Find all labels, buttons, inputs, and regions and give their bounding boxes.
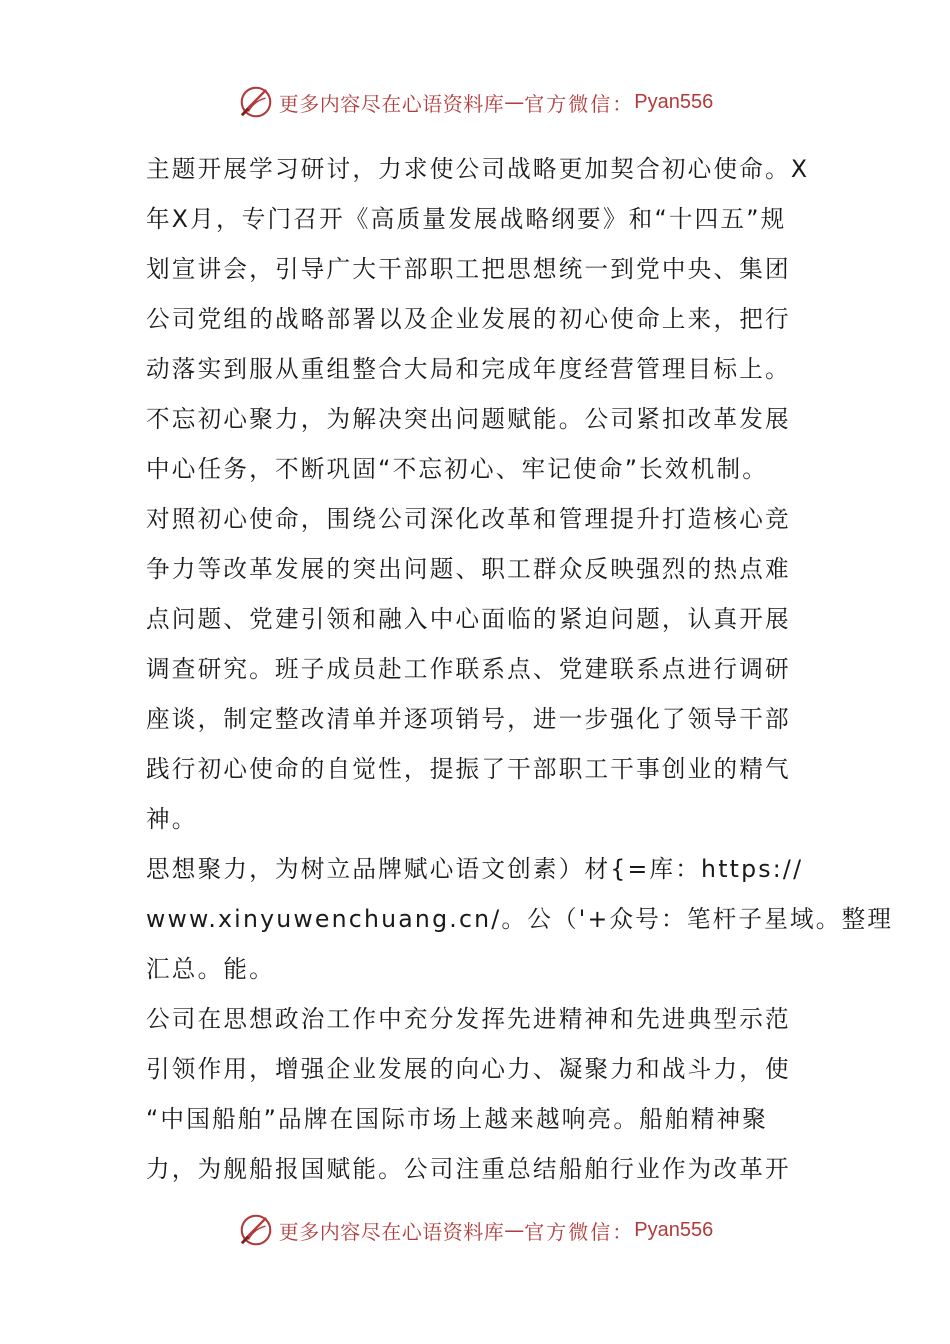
text-line: 争力等改革发展的突出问题、职工群众反映强烈的热点难 bbox=[146, 555, 791, 583]
text-line: 汇总。能。 bbox=[146, 955, 275, 983]
pen-logo-icon bbox=[237, 1211, 275, 1249]
header-watermark-banner bbox=[0, 80, 950, 124]
text-line: 调查研究。班子成员赴工作联系点、党建联系点进行调研 bbox=[146, 655, 791, 683]
footer-banner-wechat-id: Pyan556 bbox=[634, 1218, 714, 1241]
text-line: 公司党组的战略部署以及企业发展的初心使命上来，把行 bbox=[146, 305, 791, 333]
text-line: 中心任务，不断巩固“不忘初心、牢记使命”长效机制。 bbox=[146, 455, 769, 483]
text-line: 划宣讲会，引导广大干部职工把思想统一到党中央、集团 bbox=[146, 255, 791, 283]
text-line: 不忘初心聚力，为解决突出问题赋能。公司紧扣改革发展 bbox=[146, 405, 791, 433]
text-line: 践行初心使命的自觉性，提振了干部职工干事创业的精气 bbox=[146, 755, 791, 783]
text-line: “中国船舶”品牌在国际市场上越来越响亮。船舶精神聚 bbox=[146, 1105, 769, 1133]
header-banner-wechat-id: Pyan556 bbox=[634, 90, 714, 113]
footer-banner-dash: — bbox=[504, 1218, 525, 1242]
text-line: 点问题、党建引领和融入中心面临的紧迫问题，认真开展 bbox=[146, 605, 791, 633]
footer-watermark-banner bbox=[0, 1208, 950, 1252]
pen-logo-icon bbox=[237, 83, 275, 121]
header-banner-dash: — bbox=[504, 90, 525, 114]
text-line: 主题开展学习研讨，力求使公司战略更加契合初心使命。X bbox=[146, 155, 810, 183]
header-banner-text: 更多内容尽在心语资料库 bbox=[278, 91, 505, 116]
text-line: 动落实到服从重组整合大局和完成年度经营管理目标上。 bbox=[146, 355, 791, 383]
text-line: 神。 bbox=[146, 805, 198, 833]
footer-banner-wechat-label: 官方微信： bbox=[524, 1219, 635, 1244]
footer-banner-text: 更多内容尽在心语资料库 bbox=[278, 1219, 505, 1244]
text-line: 引领作用，增强企业发展的向心力、凝聚力和战斗力，使 bbox=[146, 1055, 791, 1083]
text-line: 公司在思想政治工作中充分发挥先进精神和先进典型示范 bbox=[146, 1005, 791, 1033]
text-line: 座谈，制定整改清单并逐项销号，进一步强化了领导干部 bbox=[146, 705, 791, 733]
text-line: 力，为舰船报国赋能。公司注重总结船舶行业作为改革开 bbox=[146, 1155, 791, 1183]
text-line: 对照初心使命，围绕公司深化改革和管理提升打造核心竞 bbox=[146, 505, 791, 533]
text-line: 思想聚力，为树立品牌赋心语文创素）材{=库：https:// bbox=[146, 855, 804, 883]
text-line: 年X月，专门召开《高质量发展战略纲要》和“十四五”规 bbox=[146, 205, 787, 233]
header-banner-wechat-label: 官方微信： bbox=[524, 91, 635, 116]
document-body bbox=[146, 144, 894, 1194]
text-line: www.xinyuwenchuang.cn/。公（'+众号：笔杆子星域。整理 bbox=[146, 905, 894, 933]
